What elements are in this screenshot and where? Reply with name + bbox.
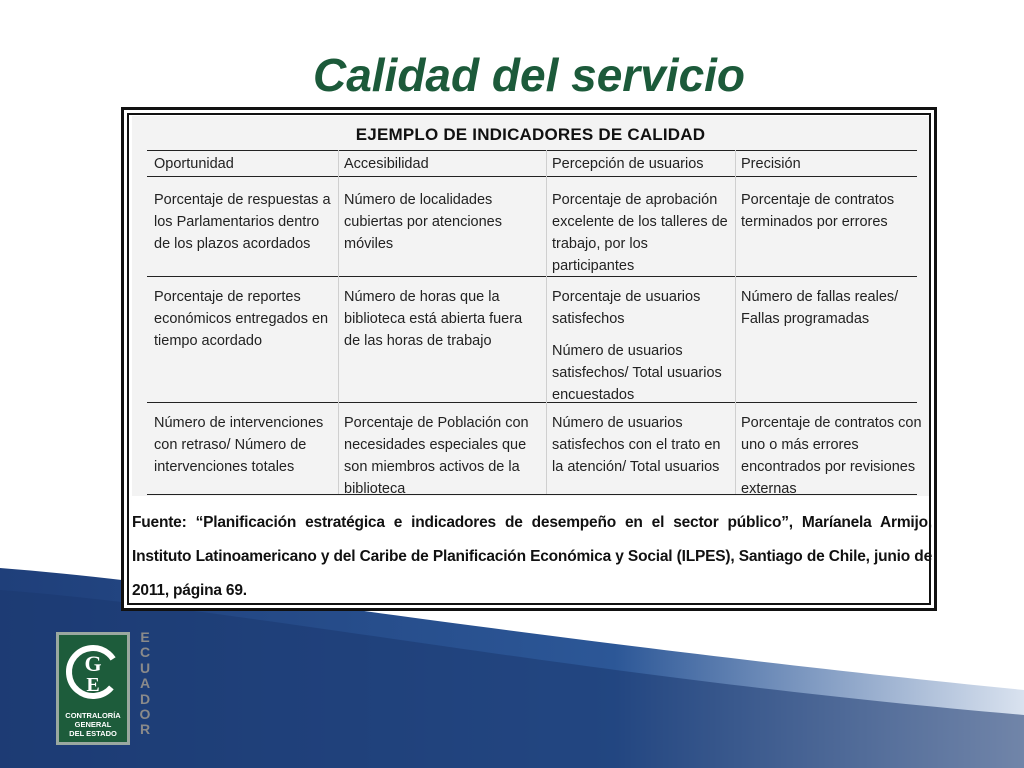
table-cell: Porcentaje de reportes económicos entregados en tiempo acordado [154, 289, 329, 349]
table-image-frame [121, 107, 937, 611]
table-cell: Porcentaje de usuarios satisfechos [552, 289, 701, 327]
table-rule [147, 150, 917, 151]
svg-text:G: G [84, 651, 102, 676]
table-cell: Porcentaje de aprobación excelente de los talleres de trabajo, por los participantes [552, 192, 728, 274]
letter: C [139, 644, 151, 661]
slide-title: Calidad del servicio [312, 49, 746, 101]
table-cell: Número de fallas reales/ Fallas programadas [741, 289, 899, 327]
letter: R [139, 721, 151, 738]
table-cell: Número de localidades cubiertas por atenciones móviles [344, 192, 502, 252]
letter: D [139, 690, 151, 707]
letter: O [139, 706, 151, 723]
ecuador-vertical-text [136, 630, 154, 738]
column-divider [735, 150, 736, 494]
column-header-oportunidad: Oportunidad [154, 156, 234, 172]
logo-line-1: CONTRALORÍA [65, 711, 121, 720]
logo-line-3: DEL ESTADO [69, 729, 117, 738]
table-cell: Porcentaje de contratos terminados por errores [741, 192, 895, 230]
letter: U [139, 659, 151, 676]
cge-emblem-icon [59, 639, 127, 709]
svg-text:E: E [86, 674, 100, 696]
column-divider [338, 150, 339, 494]
column-header-percepcion: Percepción de usuarios [552, 156, 704, 172]
column-header-accesibilidad: Accesibilidad [344, 156, 429, 172]
column-header-precision: Precisión [741, 156, 801, 172]
quality-indicators-table [132, 116, 929, 496]
table-rule [147, 402, 917, 403]
contraloria-logo [56, 632, 130, 745]
column-divider [546, 150, 547, 494]
table-cell: Número de horas que la biblioteca está abierta fuera de las horas de trabajo [344, 289, 523, 349]
table-cell: Número de usuarios satisfechos/ Total usuarios encuestados [552, 343, 722, 403]
table-cell: Porcentaje de Población con necesidades especiales que son miembros activos de la biblioteca [344, 415, 529, 497]
table-rule [147, 176, 917, 177]
source-citation: Fuente: “Planificación estratégica e indicadores de desempeño en el sector público”, Maríanela Armijo, Instituto Latinoamericano y del Caribe de Planificación Económica y Social (ILPES), Santiago de Chile, junio de 2011, página 69. [132, 514, 932, 599]
table-rule [147, 494, 917, 495]
table-heading: EJEMPLO DE INDICADORES DE CALIDAD [355, 125, 706, 144]
table-cell: Porcentaje de respuestas a los Parlamentarios dentro de los plazos acordados [154, 192, 331, 252]
table-cell: Número de usuarios satisfechos con el trato en la atención/ Total usuarios [552, 415, 721, 475]
table-rule [147, 276, 917, 277]
letter: E [140, 629, 150, 645]
table-cell: Porcentaje de contratos con uno o más errores encontrados por revisiones externas [741, 415, 922, 497]
logo-line-2: GENERAL [74, 720, 112, 729]
table-cell: Número de intervenciones con retraso/ Número de intervenciones totales [154, 415, 324, 475]
letter: A [139, 675, 151, 692]
logo-caption [59, 711, 127, 738]
